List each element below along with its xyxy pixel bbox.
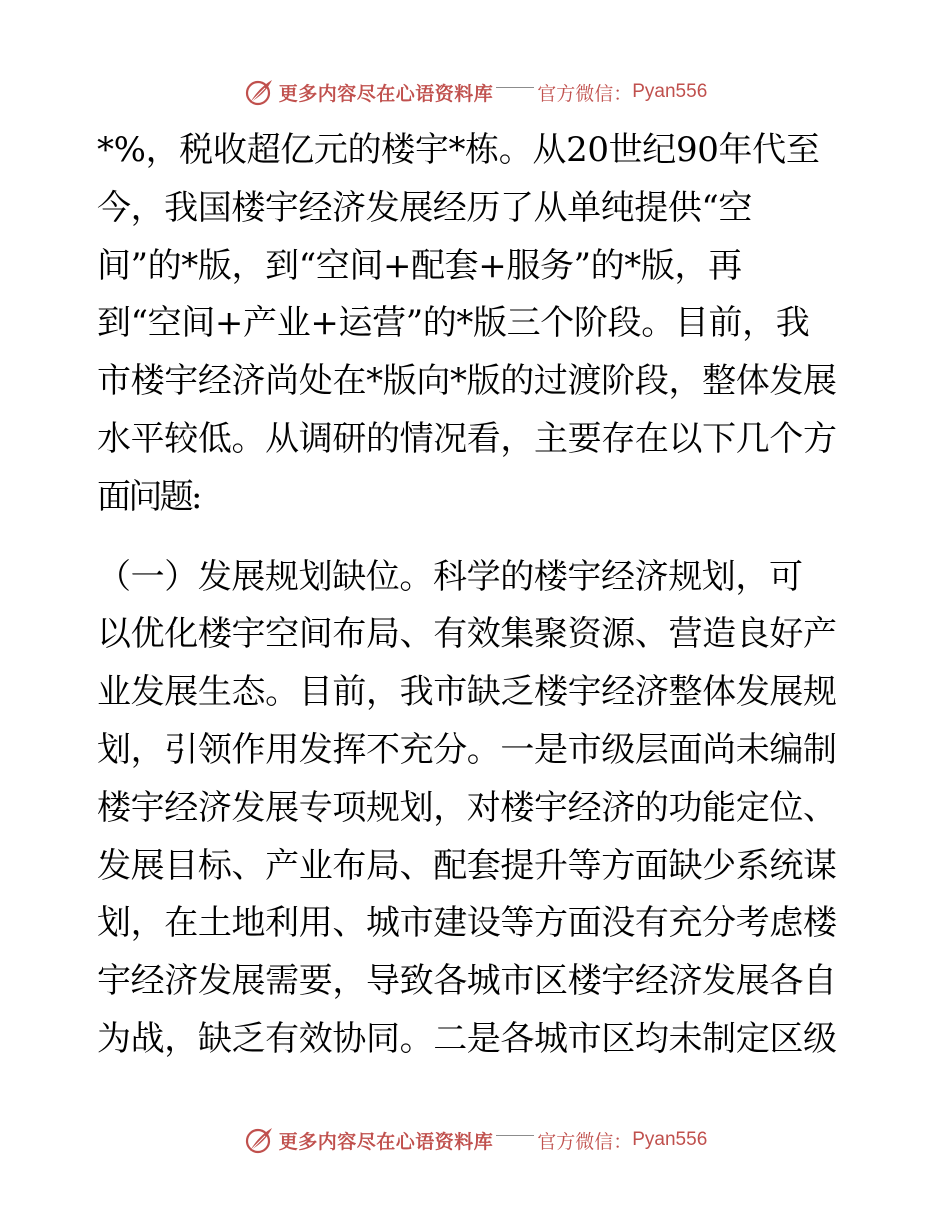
watermark-label: 官方微信： [537, 82, 633, 105]
paragraph-gap [97, 527, 857, 549]
text-line: 划，引领作用发挥不充分。一是市级层面尚未编制 [97, 729, 837, 770]
text-line: 业发展生态。目前，我市缺乏楼宇经济整体发展规 [97, 672, 837, 713]
footer-watermark-banner [0, 1120, 950, 1160]
header-watermark-banner [0, 72, 950, 112]
text-line [97, 1069, 857, 1127]
text-line: 面问题: [97, 476, 200, 517]
feather-quill-icon [243, 1124, 275, 1156]
text-line: 市楼宇经济尚处在*版向*版的过渡阶段，整体发展 [97, 361, 837, 402]
feather-quill-icon [243, 76, 275, 108]
text-line: 今，我国楼宇经济发展经历了从单纯提供“空 [97, 187, 752, 228]
text-line: 间”的*版，到“空间+配套+服务”的*版，再 [97, 245, 742, 286]
text-line: 发展目标、产业布局、配套提升等方面缺少系统谋 [97, 845, 837, 886]
watermark-separator [496, 87, 534, 88]
text-line: 以优化楼宇空间布局、有效集聚资源、营造良好产 [97, 614, 837, 655]
paragraph-1 [97, 122, 857, 527]
watermark-account: Pyan556 [632, 1129, 708, 1150]
watermark-text: 更多内容尽在心语资料库 [278, 1130, 494, 1153]
text-line: 划，在土地利用、城市建设等方面没有充分考虑楼 [97, 903, 837, 944]
watermark-account: Pyan556 [632, 81, 708, 102]
watermark-separator [496, 1135, 534, 1136]
text-line: 到“空间+产业+运营”的*版三个阶段。目前，我 [97, 303, 810, 344]
document-body [97, 122, 857, 1127]
text-line: 为战，缺乏有效协同。二是各城市区均未制定区级 [97, 1018, 837, 1059]
paragraph-2 [97, 549, 857, 1127]
text-line: 宇经济发展需要，导致各城市区楼宇经济发展各自 [97, 961, 837, 1002]
text-line: （一）发展规划缺位。科学的楼宇经济规划，可 [97, 556, 803, 597]
text-line: *%，税收超亿元的楼宇*栋。从20世纪90年代至 [97, 130, 820, 170]
watermark-label: 官方微信： [537, 1130, 633, 1153]
text-line: 楼宇经济发展专项规划，对楼宇经济的功能定位、 [97, 787, 837, 828]
text-line: 水平较低。从调研的情况看，主要存在以下几个方 [97, 418, 837, 459]
watermark-text: 更多内容尽在心语资料库 [278, 82, 494, 105]
